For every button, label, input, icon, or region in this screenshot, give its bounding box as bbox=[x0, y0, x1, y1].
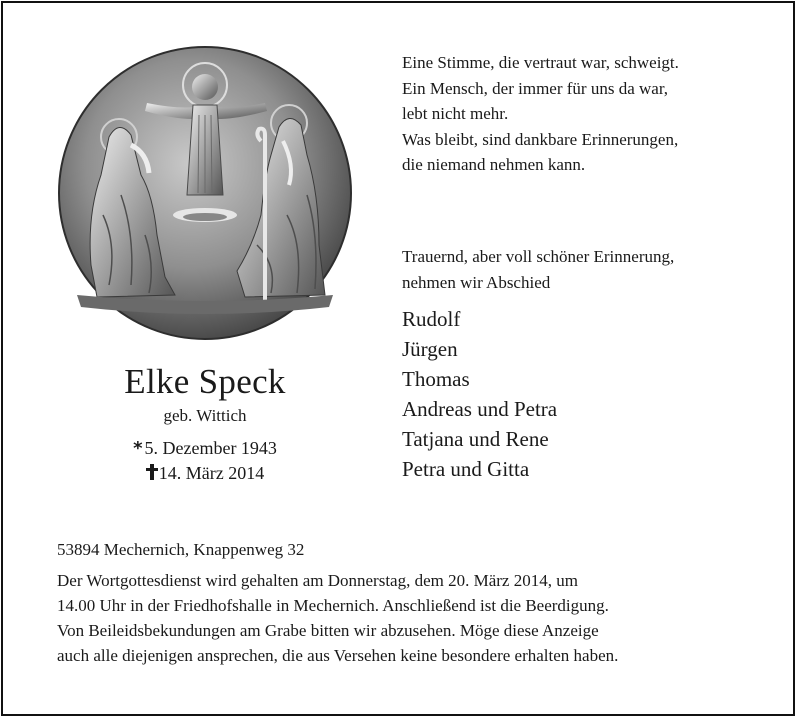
poem-line: lebt nicht mehr. bbox=[402, 104, 509, 123]
life-dates bbox=[90, 436, 320, 485]
birth-date: 5. Dezember 1943 bbox=[144, 438, 277, 458]
mourner-name: Andreas und Petra bbox=[402, 397, 558, 421]
poem-line: die niemand nehmen kann. bbox=[402, 155, 586, 174]
notice-line: 14.00 Uhr in der Friedhofshalle in Mechernich. Anschließend ist die Beerdigung. bbox=[57, 596, 609, 615]
deceased-name: Elke Speck bbox=[124, 362, 286, 401]
farewell-line: nehmen wir Abschied bbox=[402, 272, 551, 292]
mourner-name: Tatjana und Rene bbox=[402, 427, 549, 451]
notice-line: Der Wortgottesdienst wird gehalten am Donnerstag, dem 20. März 2014, um bbox=[57, 571, 578, 590]
poem bbox=[402, 50, 679, 178]
farewell-text bbox=[402, 244, 674, 295]
service-notice bbox=[57, 568, 618, 668]
farewell-line: Trauernd, aber voll schöner Erinnerung, bbox=[402, 247, 675, 266]
holy-family-medallion-icon bbox=[57, 45, 353, 341]
mourner-name: Petra und Gitta bbox=[402, 457, 530, 481]
mourners-list bbox=[402, 304, 557, 484]
notice-line: Von Beileidsbekundungen am Grabe bitten wir abzusehen. Möge diese Anzeige bbox=[57, 621, 599, 640]
mourner-name: Rudolf bbox=[402, 307, 461, 331]
mourner-name: Jürgen bbox=[402, 337, 458, 361]
poem-line: Ein Mensch, der immer für uns da war, bbox=[402, 78, 669, 98]
birth-name: geb. Wittich bbox=[163, 406, 247, 425]
notice-line: auch alle diejenigen ansprechen, die aus Versehen keine besondere erhalten haben. bbox=[57, 646, 619, 665]
death-date: 14. März 2014 bbox=[158, 463, 265, 483]
birth-date-line bbox=[90, 436, 320, 461]
death-date-line bbox=[90, 461, 320, 485]
poem-line: Was bleibt, sind dankbare Erinnerungen, bbox=[402, 129, 679, 149]
mourner-name: Thomas bbox=[402, 367, 470, 391]
deceased-block bbox=[90, 360, 320, 485]
poem-line: Eine Stimme, die vertraut war, schweigt. bbox=[402, 53, 679, 72]
birth-star-icon: * bbox=[133, 438, 143, 459]
address: 53894 Mechernich, Knappenweg 32 bbox=[57, 540, 305, 559]
death-cross-icon bbox=[146, 464, 158, 480]
